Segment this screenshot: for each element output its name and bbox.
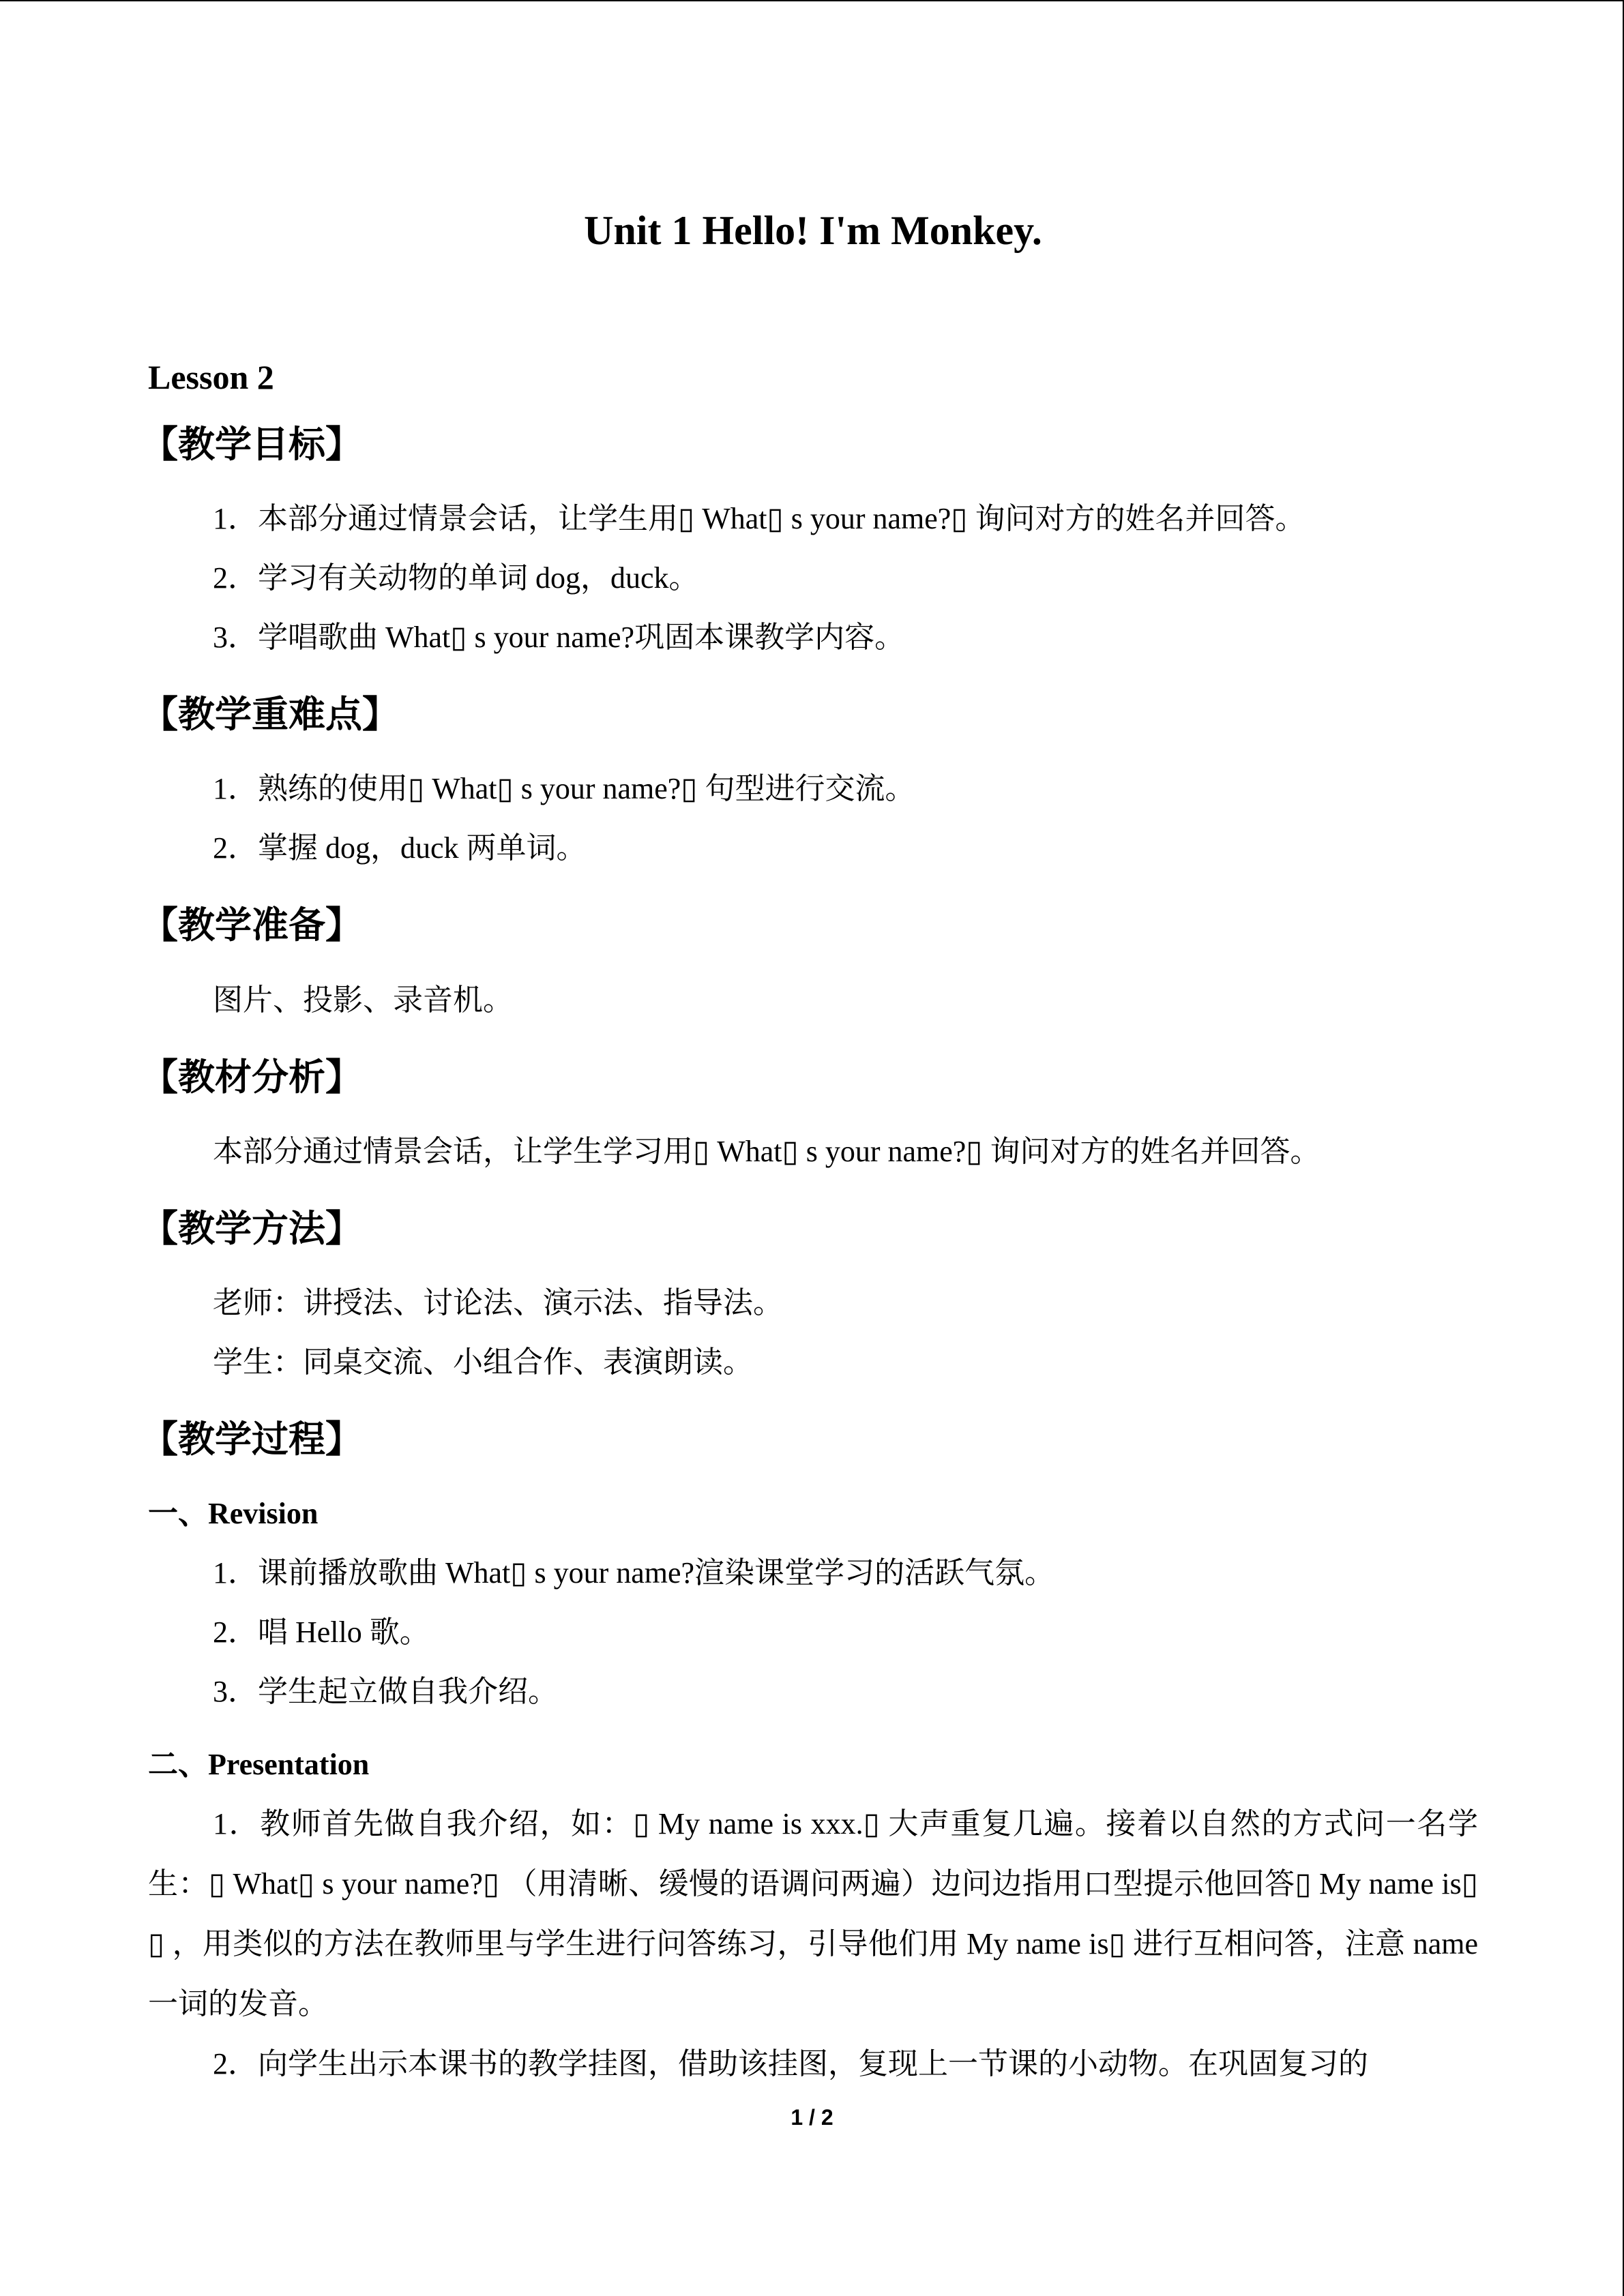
page-number: 1 / 2 <box>791 2105 833 2130</box>
preparation-item: 图片、投影、录音机。 <box>213 983 513 1017</box>
presentation-paragraph: 1．教师首先做自我介绍，如：▯ My name is xxx.▯ 大声重复几遍。接着以自然的方式问一名学生：▯ What▯ s your name?▯ （用清晰、缓慢的语调问两遍）边问边指用口型提示他回答▯ My name is▯ ▯ ，用类似的方法在教师里与学生进行问答练习，引导他们用 My name is▯ 进行互相问答，注意 name 一词的发音。 <box>148 1807 1478 2021</box>
revision-item: 1．课前播放歌曲 What▯ s your name?渲染课堂学习的活跃气氛。 <box>213 1556 1055 1590</box>
key-point-item: 2．掌握 dog，duck 两单词。 <box>213 831 587 865</box>
document-title: Unit 1 Hello! I'm Monkey. <box>584 208 1042 253</box>
revision-item: 3．学生起立做自我介绍。 <box>213 1675 558 1709</box>
objectives-heading: 【教学目标】 <box>141 424 362 465</box>
method-item: 老师：讲授法、讨论法、演示法、指导法。 <box>213 1285 783 1320</box>
objective-item: 3．学唱歌曲 What▯ s your name?巩固本课教学内容。 <box>213 621 905 655</box>
objective-item: 2．学习有关动物的单词 dog，duck。 <box>213 561 699 595</box>
methods-heading: 【教学方法】 <box>141 1208 362 1249</box>
method-item: 学生：同桌交流、小组合作、表演朗读。 <box>213 1345 753 1379</box>
analysis-heading: 【教材分析】 <box>141 1056 362 1098</box>
process-heading: 【教学过程】 <box>141 1418 362 1460</box>
preparation-heading: 【教学准备】 <box>141 905 362 946</box>
document-content <box>141 206 1478 2094</box>
revision-item: 2．唱 Hello 歌。 <box>213 1615 430 1650</box>
presentation-paragraph: 2．向学生出示本课书的教学挂图，借助该挂图，复现上一节课的小动物。在巩固复习的 <box>213 2047 1368 2081</box>
analysis-item: 本部分通过情景会话，让学生学习用▯ What▯ s your name?▯ 询问对方的姓名并回答。 <box>213 1134 1320 1168</box>
key-point-item: 1．熟练的使用▯ What▯ s your name?▯ 句型进行交流。 <box>213 772 915 806</box>
key-points-heading: 【教学重难点】 <box>141 694 399 736</box>
revision-heading: 一、Revision <box>148 1497 319 1531</box>
objective-item: 1．本部分通过情景会话，让学生用▯ What▯ s your name?▯ 询问对方的姓名并回答。 <box>213 502 1305 536</box>
presentation-heading: 二、Presentation <box>148 1748 370 1782</box>
lesson-label: Lesson 2 <box>148 358 274 396</box>
